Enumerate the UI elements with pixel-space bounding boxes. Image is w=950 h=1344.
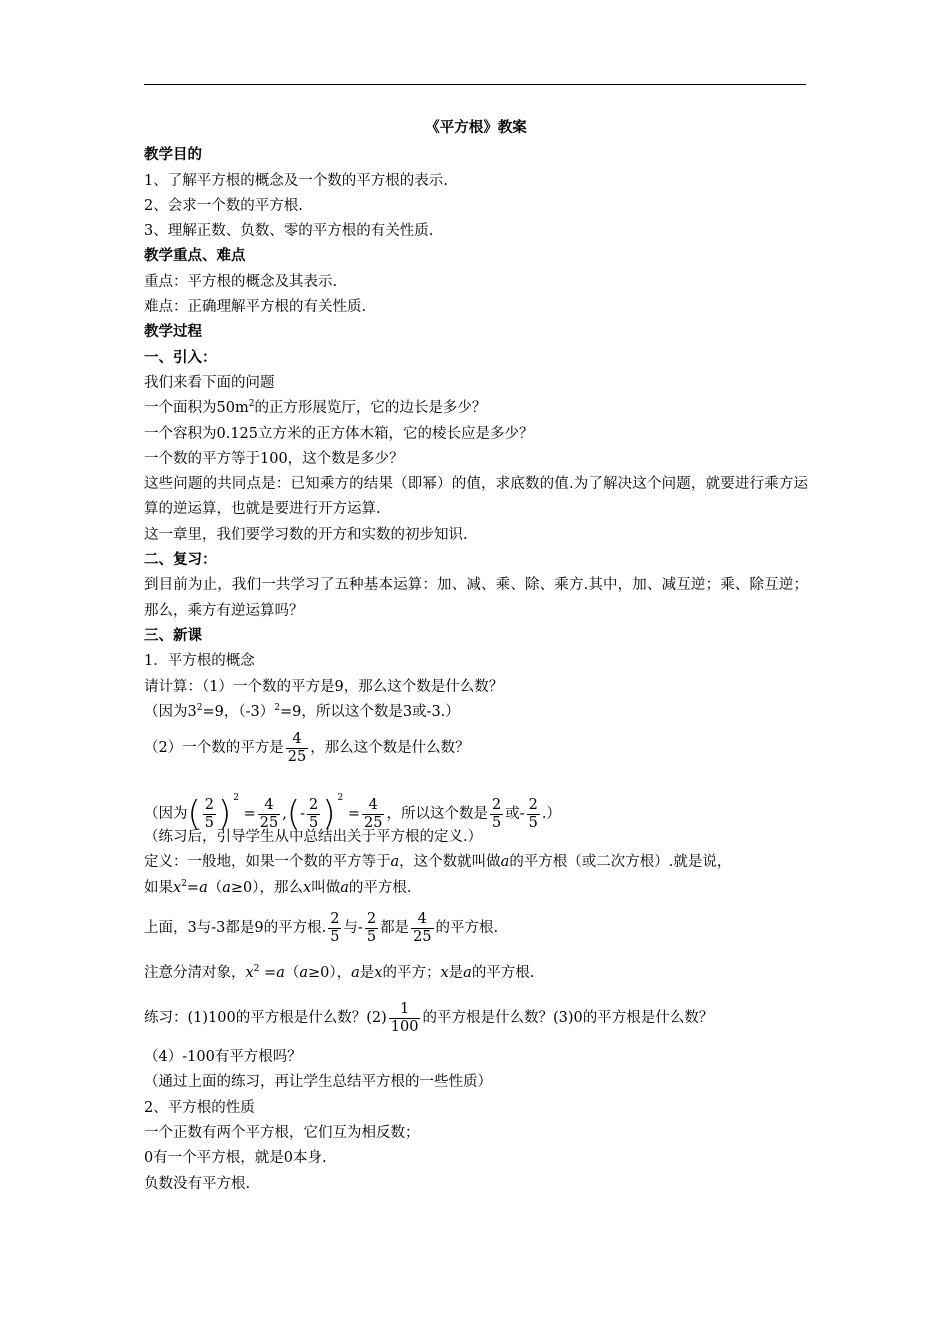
intro-heading: 一、引入： (144, 349, 217, 366)
review-paragraph: 到目前为止，我们一共学习了五种基本运算：加、减、乘、除、乘方.其中，加、减互逆；乘、除互逆；那么，乘方有逆运算吗？ (144, 577, 808, 619)
goal-item: 3、理解正数、负数、零的平方根的有关性质. (144, 223, 434, 240)
calc-answer-2: （因为( $\frac{2}{5}$ ) $^2$ = $\frac{4}{25}$ ,(- $\frac{2}{5}$ ) $^2$ = $\frac{4}{25}$ ，所以这个数是 $\frac{2}{5}$ 或- $\frac{2}{5}$ .） (144, 793, 561, 835)
document-title: 《平方根》教案 (425, 120, 527, 136)
fraction-1-100: $\frac{1}{100}$ (390, 1000, 419, 1035)
intro-line: 我们来看下面的问题 (144, 374, 275, 391)
fraction-4-25: $\frac{4}{25}$ (287, 730, 307, 765)
process-heading: 教学过程 (144, 324, 202, 341)
property-heading: 2、平方根的性质 (144, 1099, 255, 1116)
new-heading: 三、新课 (144, 627, 202, 644)
key-heading: 教学重点、难点 (144, 248, 246, 265)
intro-paragraph: 这些问题的共同点是：已知乘方的结果（即幂）的值，求底数的值.为了解决这个问题，就要进行乘方运算的逆运算，也就是要进行开方运算. (144, 476, 808, 518)
intro-line: 一个数的平方等于100，这个数是多少？ (144, 450, 404, 467)
intro-line: 一个面积为$50m^2$的正方形展览厅，它的边长是多少？ (144, 399, 487, 417)
review-heading: 二、复习： (144, 552, 217, 569)
goal-item: 1、了解平方根的概念及一个数的平方根的表示. (144, 172, 448, 189)
exercise-line-2: （4）-100有平方根吗？ (144, 1049, 302, 1066)
goal-item: 2、会求一个数的平方根. (144, 197, 303, 214)
property-item: 一个正数有两个平方根，它们互为相反数； (144, 1124, 420, 1141)
definition-line-2: 如果$x^2=a(a\ge 0)$，那么x叫做a的平方根. (144, 878, 412, 896)
calc-answer-1: （因为$3^2=9$，$(-3)^2=9$，所以这个数是3或-3.） (144, 702, 460, 720)
practice-note: （练习后，引导学生从中总结出关于平方根的定义.） (144, 829, 483, 846)
goal-heading: 教学目的 (144, 147, 202, 164)
difficult-point: 难点：正确理解平方根的有关性质. (144, 299, 367, 316)
header-rule (144, 84, 806, 85)
key-point: 重点：平方根的概念及其表示. (144, 273, 338, 290)
property-item: 负数没有平方根. (144, 1175, 251, 1192)
intro-line: 一个容积为0.125立方米的正方体木箱，它的棱长应是多少？ (144, 425, 534, 442)
definition-line-1: 定义：一般地，如果一个数的平方等于a，这个数就叫做a的平方根（或二次方根）.就是说， (144, 854, 732, 871)
exercise-line-3: （通过上面的练习，再让学生总结平方根的一些性质） (144, 1074, 492, 1091)
exercise-line-1: 练习：(1)100的平方根是什么数？(2) $\frac{1}{100}$ 的平方根是什么数？(3)0的平方根是什么数？ (144, 1000, 714, 1035)
property-item: 0有一个平方根，就是0本身. (144, 1150, 327, 1167)
above-line: 上面，3与-3都是9的平方根. $\frac{2}{5}$ 与- $\frac{2}{5}$ 都是 $\frac{4}{25}$ 的平方根. (144, 910, 499, 945)
note-line: 注意分清对象，$x^2 =a(a\ge 0)$，a是x的平方；x是a的平方根. (144, 964, 535, 982)
document-body (144, 116, 808, 1197)
intro-line: 这一章里，我们要学习数的开方和实数的初步知识. (144, 526, 468, 543)
calc-question-2: （2）一个数的平方是 $\frac{4}{25}$ ，那么这个数是什么数？ (144, 730, 470, 765)
calc-question-1: 请计算：（1）一个数的平方是9，那么这个数是什么数？ (144, 678, 504, 695)
concept-heading: 1．平方根的概念 (144, 653, 255, 670)
